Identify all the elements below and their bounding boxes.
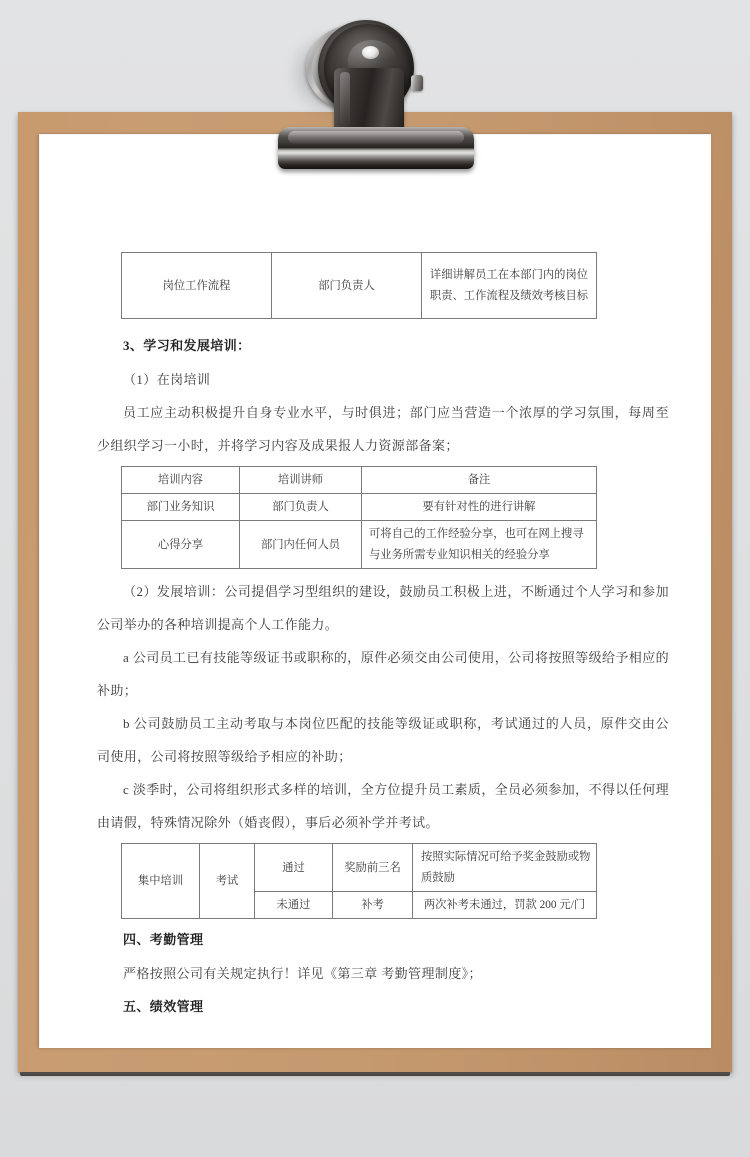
heading-section-3: 3、学习和发展培训： [123, 338, 251, 353]
cell-remark-fail: 两次补考未通过，罚款 200 元/门 [413, 892, 597, 919]
heading-section-4: 四、考勤管理 [123, 932, 204, 947]
heading-section-5: 五、绩效管理 [123, 999, 204, 1014]
table-centralized-training [121, 843, 597, 919]
cell-training-content-1: 部门业务知识 [122, 494, 240, 521]
heading-item-1: （1）在岗培训 [123, 372, 211, 387]
clipboard-board [18, 112, 732, 1072]
cell-centralized-label: 集中培训 [122, 844, 200, 919]
cell-training-trainer-2: 部门内任何人员 [240, 521, 362, 569]
clip-barrel-rim [306, 24, 410, 112]
paragraph-item-1: 员工应主动积极提升自身专业水平，与时俱进；部门应当营造一个浓厚的学习氛围，每周至少组织学习一小时，并将学习内容及成果报人力资源部备案； [97, 405, 669, 453]
header-training-trainer: 培训讲师 [240, 467, 362, 494]
table-row [122, 844, 597, 892]
clip-barrel-rim-inner [312, 26, 412, 110]
cell-exam-label: 考试 [200, 844, 255, 919]
cell-training-remark-2: 可将自己的工作经验分享，也可在网上搜寻与业务所需专业知识相关的经验分享 [362, 521, 597, 569]
header-training-content: 培训内容 [122, 467, 240, 494]
cell-remark-pass: 按照实际情况可给予奖金鼓励或物质鼓励 [413, 844, 597, 892]
paragraph-section-4: 严格按照公司有关规定执行！详见《第三章 考勤管理制度》； [123, 966, 482, 981]
cell-job-flow-content: 岗位工作流程 [122, 253, 272, 319]
clip-disc-sheen [348, 40, 396, 80]
cell-result-fail: 未通过 [255, 892, 333, 919]
clip-barrel [318, 20, 414, 116]
paragraph-c: c 淡季时，公司将组织形式多样的培训，全方位提升员工素质，全员必须参加，不得以任何理由请假，特殊情况除外（婚丧假），事后必须补学并考试。 [97, 782, 669, 830]
paragraph-item-2: （2）发展培训：公司提倡学习型组织的建设，鼓励员工积极上进，不断通过个人学习和参加公司举办的各种培训提高个人工作能力。 [97, 584, 669, 632]
table-row [122, 521, 597, 569]
cell-training-content-2: 心得分享 [122, 521, 240, 569]
cell-job-flow-trainer: 部门负责人 [272, 253, 422, 319]
clip-disc-highlight [362, 46, 379, 59]
paragraph-a: a 公司员工已有技能等级证书或职称的，原件必须交由公司使用，公司将按照等级给予相应的补助； [97, 650, 669, 698]
paper-sheet [39, 134, 711, 1048]
header-training-remark: 备注 [362, 467, 597, 494]
paragraph-b: b 公司鼓励员工主动考取与本岗位匹配的技能等级证或职称，考试通过的人员，原件交由公司使用，公司将按照等级给予相应的补助； [97, 716, 669, 764]
document-body [39, 134, 711, 1024]
table-header-row [122, 467, 597, 494]
table-job-flow [121, 252, 597, 319]
table-row [122, 494, 597, 521]
table-row [122, 253, 597, 319]
clip-rivet-upper [370, 80, 376, 86]
cell-job-flow-remark: 详细讲解员工在本部门内的岗位职责、工作流程及绩效考核目标 [422, 253, 597, 319]
cell-training-remark-1: 要有针对性的进行讲解 [362, 494, 597, 521]
cell-result-pass: 通过 [255, 844, 333, 892]
cell-action-pass: 奖励前三名 [333, 844, 413, 892]
clip-disc [324, 24, 412, 112]
table-training [121, 466, 597, 569]
clip-drop-shadow [286, 28, 396, 120]
cell-action-fail: 补考 [333, 892, 413, 919]
clip-side-ear [411, 75, 423, 91]
cell-training-trainer-1: 部门负责人 [240, 494, 362, 521]
